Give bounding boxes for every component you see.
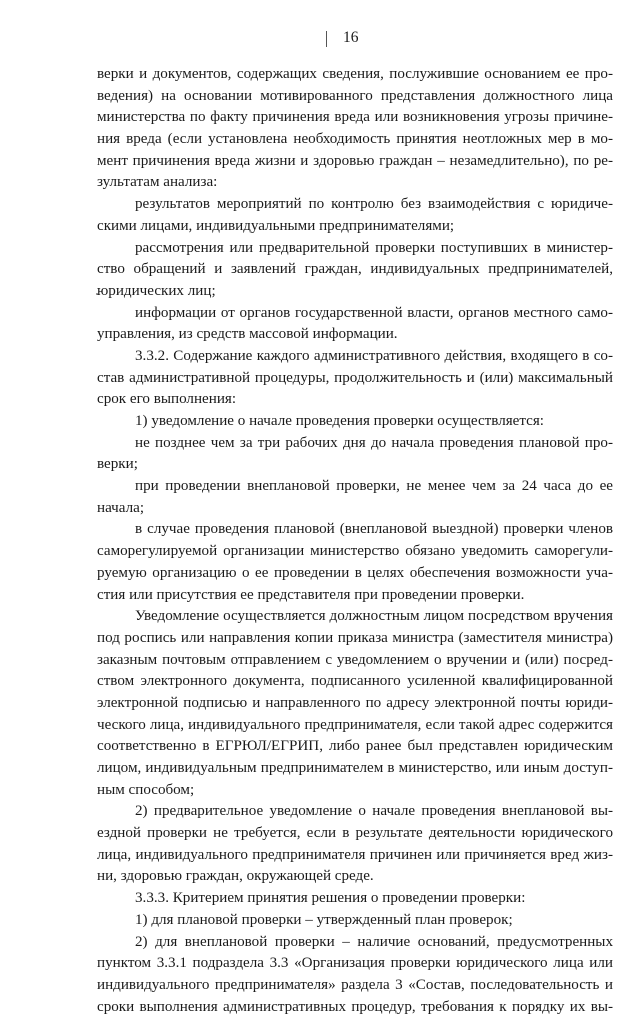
text-line: ство обращений и заявлений граждан, индивидуальных предпринимателей, <box>97 261 613 278</box>
text-line: юридических лиц; <box>97 282 216 299</box>
text-line: став административной процедуры, продолжительность и (или) максимальный <box>97 369 613 386</box>
text-line: срок его выполнения: <box>97 391 237 408</box>
text-line: лицом, индивидуальным предпринимателем в министерство, или иным доступ- <box>97 760 613 776</box>
text-line: 3.3.3. Критерием принятия решения о проведении проверки: <box>135 890 526 907</box>
text-line: ным способом; <box>97 781 195 798</box>
text-line: ния вреда (если установлена необходимость принятия неотложных мер в мо- <box>97 131 613 148</box>
text-line: электронной подписью и направленного по адресу электронной почты юриди- <box>97 694 613 711</box>
text-line: лица, индивидуального предпринимателя причинен или причиняется вред жиз- <box>97 846 613 863</box>
text-line: Уведомление осуществляется должностным лицом посредством вручения <box>135 608 613 625</box>
document-body <box>97 64 613 1018</box>
text-line: сроки выполнения административных процедур, требования к порядку их вы- <box>97 998 613 1015</box>
text-line: ведения) на основании мотивированного представления должностного лица <box>97 87 613 104</box>
text-line: скими лицами, индивидуальными предпринимателями; <box>97 217 455 234</box>
text-line: не позднее чем за три рабочих дня до начала проведения плановой про- <box>135 434 613 451</box>
text-line: управления, из средств массовой информации. <box>97 326 398 343</box>
text-line: ством электронного документа, подписанного усиленной квалифицированной <box>97 673 613 690</box>
text-line: мент причинения вреда жизни и здоровью граждан – незамедлительно), по ре- <box>97 152 613 169</box>
text-line: под роспись или направления копии приказа министра (заместителя министра) <box>97 629 613 646</box>
text-line: ческого лица, индивидуального предпринимателя, если такой адрес содержится <box>97 716 613 733</box>
text-line: верки и документов, содержащих сведения, послужившие основанием ее про- <box>97 66 613 82</box>
page-header <box>0 28 640 50</box>
text-line: верки; <box>97 456 138 473</box>
text-line: ездной проверки не требуется, если в результате деятельности юридического <box>97 825 613 842</box>
text-line: 3.3.2. Содержание каждого административного действия, входящего в со- <box>135 347 613 364</box>
text-line: 2) предварительное уведомление о начале проведения внеплановой вы- <box>135 803 613 820</box>
text-line: стия или присутствия ее представителя при проведении проверки. <box>97 586 525 603</box>
text-line: руемую организацию о ее проведении в целях обеспечения возможности уча- <box>97 564 613 581</box>
text-line: зультатам анализа: <box>97 174 218 191</box>
text-line: соответственно в ЕГРЮЛ/ЕГРИП, либо ранее был представлен юридическим <box>97 738 613 755</box>
text-line: пунктом 3.3.1 подраздела 3.3 «Организация проверки юридического лица или <box>97 955 613 972</box>
text-line: информации от органов государственной власти, органов местного само- <box>135 304 613 321</box>
text-line: саморегулируемой организации министерство обязано уведомить саморегули- <box>97 543 613 560</box>
text-line: начала; <box>97 499 145 516</box>
text-line: заказным почтовым отправлением с уведомлением о вручении и (или) посред- <box>97 651 613 668</box>
text-line: индивидуального предпринимателя» раздела 3 «Состав, последовательность и <box>97 976 613 993</box>
text-line: 1) уведомление о начале проведения проверки осуществляется: <box>135 413 544 429</box>
text-line: при проведении внеплановой проверки, не менее чем за 24 часа до ее <box>135 478 613 495</box>
text-line: рассмотрения или предварительной проверки поступивших в министер- <box>135 239 613 256</box>
page-number: 16 <box>343 29 359 46</box>
text-line: министерства по факту причинения вреда или возникновения угрозы причине- <box>97 109 613 126</box>
text-line: в случае проведения плановой (внеплановой выездной) проверки членов <box>135 521 613 538</box>
text-line: ни, здоровью граждан, окружающей среде. <box>97 868 374 885</box>
text-line: 2) для внеплановой проверки – наличие оснований, предусмотренных <box>135 933 613 950</box>
header-marker-line <box>326 31 327 47</box>
text-line: 1) для плановой проверки – утвержденный план проверок; <box>135 911 513 928</box>
text-line: результатов мероприятий по контролю без взаимодействия с юридиче- <box>135 196 613 213</box>
